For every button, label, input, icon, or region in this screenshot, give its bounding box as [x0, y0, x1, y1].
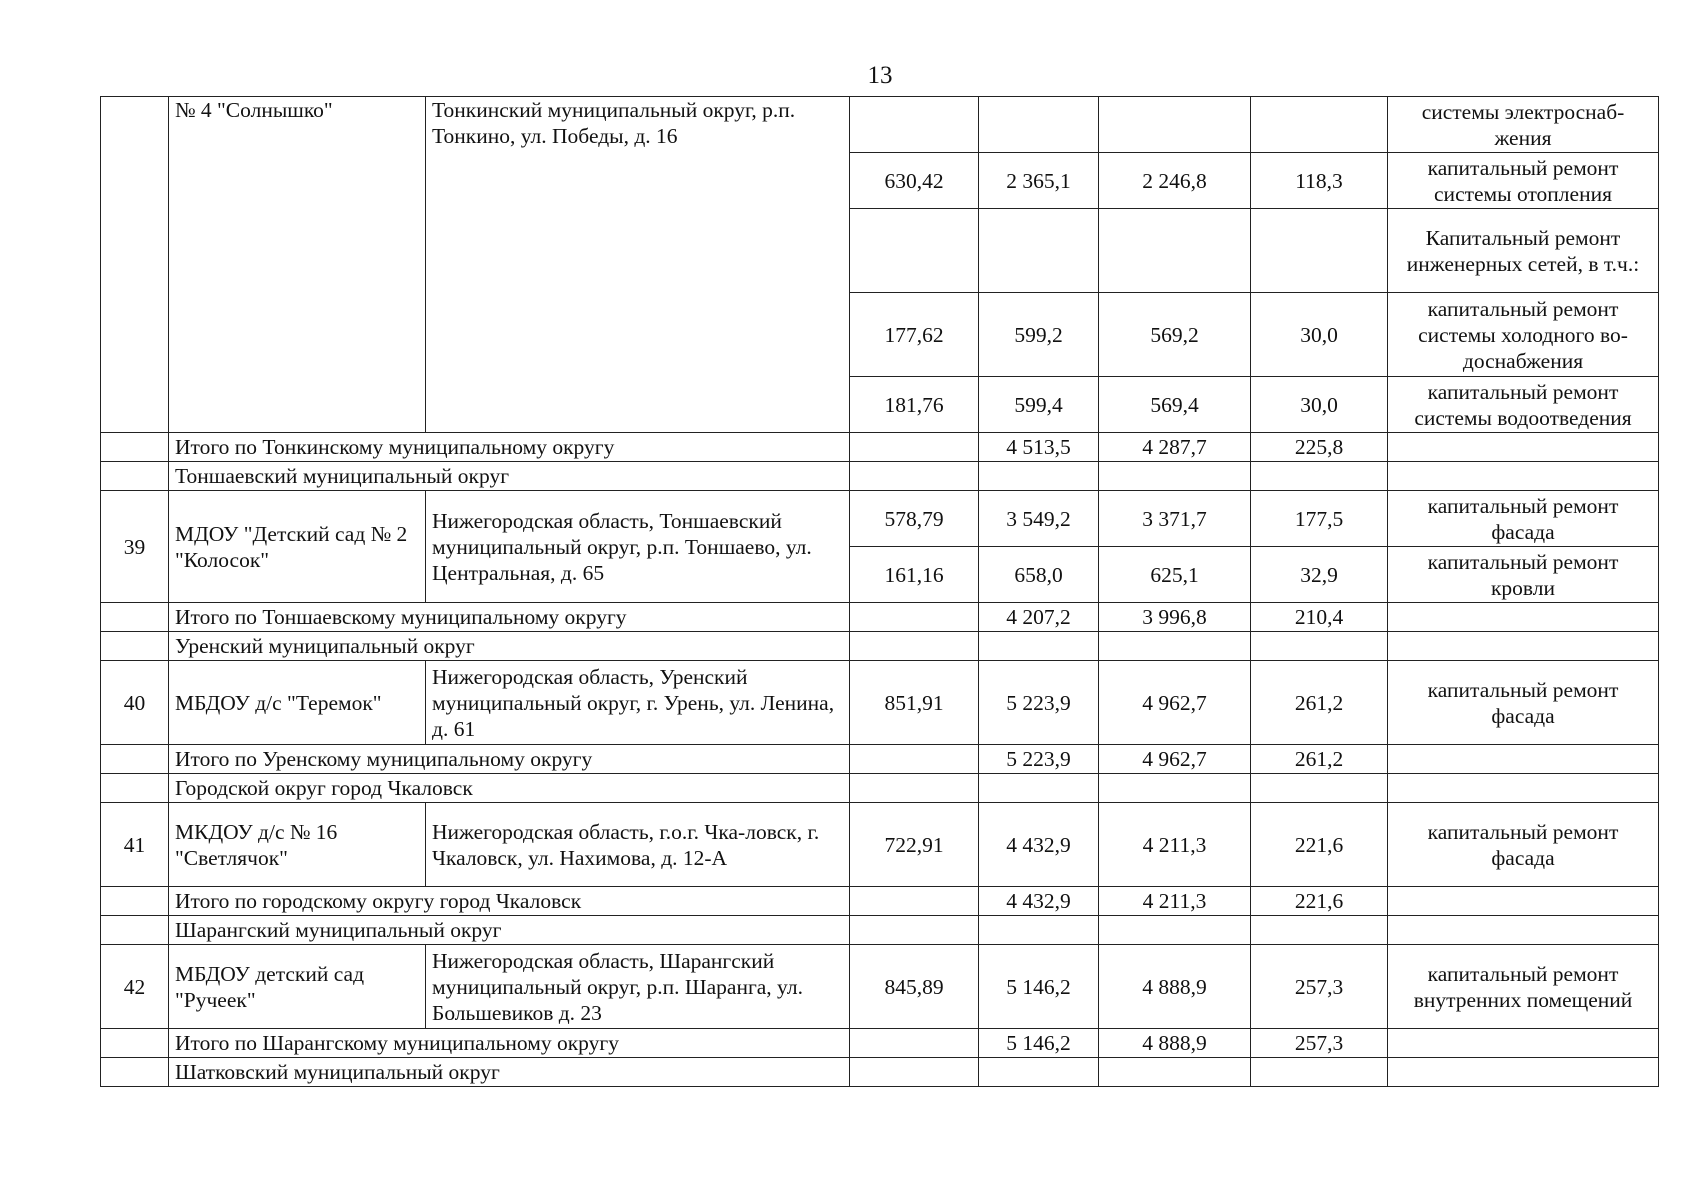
table-row	[101, 803, 1659, 887]
work-type-cell: капитальный ремонт внутренних помещений	[1388, 945, 1659, 1029]
regional-budget-cell: 4 211,3	[1099, 803, 1251, 887]
total-cost-cell: 599,2	[979, 293, 1099, 377]
work-type-cell: капитальный ремонт системы отопления	[1388, 153, 1659, 209]
work-type-cell	[1388, 887, 1659, 916]
local-budget-cell: 261,2	[1251, 745, 1388, 774]
regional-budget-cell: 625,1	[1099, 547, 1251, 603]
area-cell: 845,89	[850, 945, 979, 1029]
row-number-cell	[101, 774, 169, 803]
work-type-cell: капитальный ремонт фасада	[1388, 803, 1659, 887]
regional-budget-cell: 569,4	[1099, 377, 1251, 433]
district-title: Городской округ город Чкаловск	[169, 774, 850, 803]
row-number-cell	[101, 1058, 169, 1087]
area-cell: 161,16	[850, 547, 979, 603]
local-budget-cell: 261,2	[1251, 661, 1388, 745]
row-number-cell: 39	[101, 491, 169, 603]
area-cell	[850, 916, 979, 945]
table-row	[101, 945, 1659, 1029]
area-cell	[850, 632, 979, 661]
local-budget-cell	[1251, 97, 1388, 153]
total-cost-cell: 658,0	[979, 547, 1099, 603]
address-cell: Нижегородская область, Шарангский муниципальный округ, р.п. Шаранга, ул. Большевиков д. 23	[426, 945, 850, 1029]
work-type-cell: капитальный ремонт кровли	[1388, 547, 1659, 603]
work-type-cell	[1388, 632, 1659, 661]
area-cell	[850, 433, 979, 462]
regional-budget-cell: 4 287,7	[1099, 433, 1251, 462]
area-cell	[850, 1058, 979, 1087]
subtotal-row	[101, 433, 1659, 462]
total-cost-cell	[979, 916, 1099, 945]
district-header-row	[101, 774, 1659, 803]
area-cell	[850, 887, 979, 916]
district-title: Шарангский муниципальный округ	[169, 916, 850, 945]
regional-budget-cell: 2 246,8	[1099, 153, 1251, 209]
local-budget-cell	[1251, 632, 1388, 661]
total-cost-cell: 4 513,5	[979, 433, 1099, 462]
row-number-cell	[101, 916, 169, 945]
district-header-row	[101, 462, 1659, 491]
repair-table	[100, 96, 1659, 1087]
address-cell: Нижегородская область, Уренский муниципальный округ, г. Урень, ул. Ленина, д. 61	[426, 661, 850, 745]
total-cost-cell: 5 146,2	[979, 945, 1099, 1029]
area-cell	[850, 1029, 979, 1058]
row-number-cell	[101, 603, 169, 632]
area-cell	[850, 603, 979, 632]
total-cost-cell: 5 223,9	[979, 661, 1099, 745]
regional-budget-cell: 4 211,3	[1099, 887, 1251, 916]
row-number-cell: 42	[101, 945, 169, 1029]
row-number-cell	[101, 887, 169, 916]
work-type-cell	[1388, 603, 1659, 632]
subtotal-label: Итого по Тонкинскому муниципальному округу	[169, 433, 850, 462]
total-cost-cell: 4 432,9	[979, 887, 1099, 916]
regional-budget-cell: 4 962,7	[1099, 745, 1251, 774]
local-budget-cell: 257,3	[1251, 945, 1388, 1029]
total-cost-cell	[979, 209, 1099, 293]
total-cost-cell	[979, 462, 1099, 491]
local-budget-cell	[1251, 1058, 1388, 1087]
total-cost-cell: 5 146,2	[979, 1029, 1099, 1058]
district-title: Шатковский муниципальный округ	[169, 1058, 850, 1087]
total-cost-cell: 4 207,2	[979, 603, 1099, 632]
district-title: Уренский муниципальный округ	[169, 632, 850, 661]
subtotal-row	[101, 887, 1659, 916]
subtotal-row	[101, 1029, 1659, 1058]
work-type-cell: капитальный ремонт системы холодного во-доснабжения	[1388, 293, 1659, 377]
subtotal-row	[101, 603, 1659, 632]
local-budget-cell: 221,6	[1251, 887, 1388, 916]
regional-budget-cell	[1099, 1058, 1251, 1087]
work-type-cell	[1388, 433, 1659, 462]
work-type-cell: капитальный ремонт фасада	[1388, 661, 1659, 745]
district-header-row	[101, 916, 1659, 945]
subtotal-label: Итого по Тоншаевскому муниципальному округу	[169, 603, 850, 632]
area-cell: 851,91	[850, 661, 979, 745]
local-budget-cell: 32,9	[1251, 547, 1388, 603]
district-title: Тоншаевский муниципальный округ	[169, 462, 850, 491]
row-number-cell	[101, 632, 169, 661]
regional-budget-cell	[1099, 916, 1251, 945]
row-number-cell	[101, 745, 169, 774]
local-budget-cell: 30,0	[1251, 377, 1388, 433]
total-cost-cell	[979, 632, 1099, 661]
local-budget-cell: 177,5	[1251, 491, 1388, 547]
work-type-cell: капитальный ремонт фасада	[1388, 491, 1659, 547]
regional-budget-cell	[1099, 462, 1251, 491]
institution-name-cell: МБДОУ д/с "Теремок"	[169, 661, 426, 745]
address-cell: Тонкинский муниципальный округ, р.п. Тонкино, ул. Победы, д. 16	[426, 97, 850, 433]
address-cell: Нижегородская область, Тоншаевский муниципальный округ, р.п. Тоншаево, ул. Центральная, д. 65	[426, 491, 850, 603]
local-budget-cell: 257,3	[1251, 1029, 1388, 1058]
total-cost-cell: 4 432,9	[979, 803, 1099, 887]
area-cell	[850, 209, 979, 293]
institution-name-cell: МБДОУ детский сад "Ручеек"	[169, 945, 426, 1029]
row-number-cell	[101, 433, 169, 462]
subtotal-label: Итого по городскому округу город Чкаловск	[169, 887, 850, 916]
local-budget-cell	[1251, 209, 1388, 293]
row-number-cell: 41	[101, 803, 169, 887]
institution-name-cell: № 4 "Солнышко"	[169, 97, 426, 433]
local-budget-cell: 225,8	[1251, 433, 1388, 462]
regional-budget-cell: 3 371,7	[1099, 491, 1251, 547]
area-cell: 181,76	[850, 377, 979, 433]
total-cost-cell	[979, 1058, 1099, 1087]
work-type-cell: Капитальный ремонт инженерных сетей, в т.ч.:	[1388, 209, 1659, 293]
total-cost-cell: 3 549,2	[979, 491, 1099, 547]
work-type-cell	[1388, 462, 1659, 491]
work-type-cell	[1388, 916, 1659, 945]
regional-budget-cell	[1099, 632, 1251, 661]
district-header-row	[101, 632, 1659, 661]
page-number: 13	[867, 62, 893, 89]
regional-budget-cell	[1099, 209, 1251, 293]
local-budget-cell: 30,0	[1251, 293, 1388, 377]
local-budget-cell	[1251, 774, 1388, 803]
regional-budget-cell	[1099, 774, 1251, 803]
total-cost-cell	[979, 774, 1099, 803]
local-budget-cell: 210,4	[1251, 603, 1388, 632]
regional-budget-cell: 569,2	[1099, 293, 1251, 377]
work-type-cell	[1388, 745, 1659, 774]
total-cost-cell: 5 223,9	[979, 745, 1099, 774]
row-number-cell	[101, 1029, 169, 1058]
area-cell: 630,42	[850, 153, 979, 209]
table-row	[101, 661, 1659, 745]
institution-name-cell: МКДОУ д/с № 16 "Светлячок"	[169, 803, 426, 887]
regional-budget-cell: 4 962,7	[1099, 661, 1251, 745]
local-budget-cell: 118,3	[1251, 153, 1388, 209]
table-row	[101, 97, 1659, 153]
total-cost-cell	[979, 97, 1099, 153]
regional-budget-cell: 4 888,9	[1099, 945, 1251, 1029]
work-type-cell	[1388, 1029, 1659, 1058]
local-budget-cell	[1251, 462, 1388, 491]
subtotal-label: Итого по Шарангскому муниципальному округу	[169, 1029, 850, 1058]
row-number-cell	[101, 97, 169, 433]
area-cell: 722,91	[850, 803, 979, 887]
area-cell	[850, 97, 979, 153]
area-cell: 177,62	[850, 293, 979, 377]
address-cell: Нижегородская область, г.о.г. Чка-ловск, г. Чкаловск, ул. Нахимова, д. 12-А	[426, 803, 850, 887]
total-cost-cell: 2 365,1	[979, 153, 1099, 209]
district-header-row	[101, 1058, 1659, 1087]
area-cell	[850, 462, 979, 491]
total-cost-cell: 599,4	[979, 377, 1099, 433]
regional-budget-cell	[1099, 97, 1251, 153]
local-budget-cell	[1251, 916, 1388, 945]
subtotal-label: Итого по Уренскому муниципальному округу	[169, 745, 850, 774]
area-cell	[850, 745, 979, 774]
work-type-cell: системы электроснаб-жения	[1388, 97, 1659, 153]
regional-budget-cell: 4 888,9	[1099, 1029, 1251, 1058]
row-number-cell	[101, 462, 169, 491]
table-row	[101, 491, 1659, 547]
area-cell: 578,79	[850, 491, 979, 547]
area-cell	[850, 774, 979, 803]
work-type-cell	[1388, 1058, 1659, 1087]
regional-budget-cell: 3 996,8	[1099, 603, 1251, 632]
institution-name-cell: МДОУ "Детский сад № 2 "Колосок"	[169, 491, 426, 603]
local-budget-cell: 221,6	[1251, 803, 1388, 887]
row-number-cell: 40	[101, 661, 169, 745]
work-type-cell: капитальный ремонт системы водоотведения	[1388, 377, 1659, 433]
work-type-cell	[1388, 774, 1659, 803]
subtotal-row	[101, 745, 1659, 774]
